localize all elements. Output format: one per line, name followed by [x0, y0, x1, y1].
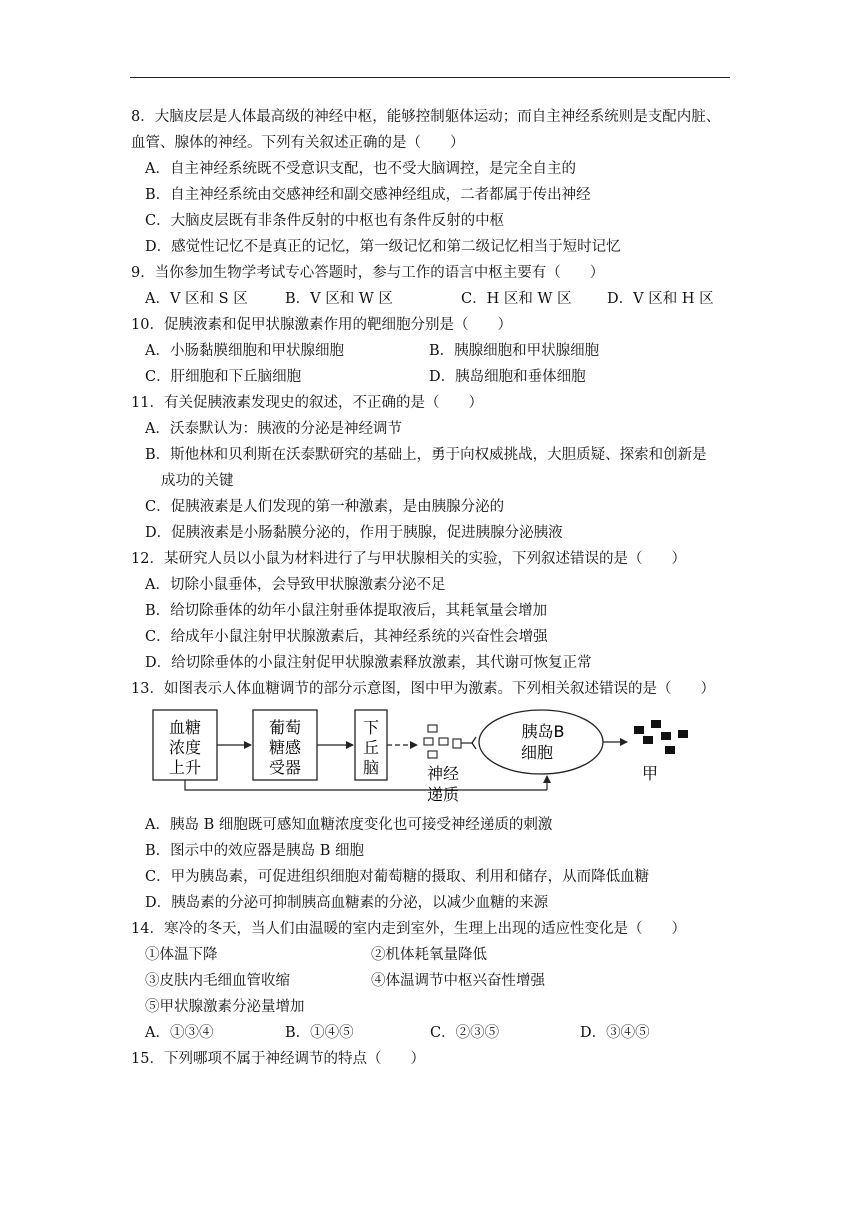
cell-label-1: 胰岛B [521, 722, 565, 741]
box1-line2: 浓度 [168, 738, 202, 757]
box1-line1: 血糖 [168, 718, 202, 737]
q11-option-b-line2: 成功的关键 [161, 473, 234, 489]
q13-option-c: C．甲为胰岛素，可促进组织细胞对葡萄糖的摄取、利用和储存，从而降低血糖 [145, 869, 650, 885]
q14-options [131, 1020, 731, 1046]
box2-line1: 葡萄 [268, 718, 302, 737]
q14-item-3: ③皮肤内毛细血管收缩 [145, 973, 290, 989]
q8-option-d: D．感觉性记忆不是真正的记忆，第一级记忆和第二级记忆相当于短时记忆 [145, 239, 621, 255]
q9-options [131, 286, 731, 312]
q13-option-d: D．胰岛素的分泌可抑制胰高血糖素的分泌，以减少血糖的来源 [145, 895, 549, 911]
vesicle-3 [439, 738, 448, 745]
hormone-particle-2 [651, 720, 661, 728]
q14-option-a: A．①③④ [145, 1025, 214, 1041]
box1-line3: 上升 [168, 758, 202, 777]
feedback-line [185, 780, 547, 790]
header-rule [130, 77, 730, 78]
transmitter-label-1: 神经 [426, 764, 460, 783]
q10-stem: 10．促胰液素和促甲状腺激素作用的靶细胞分别是（ ） [131, 317, 512, 333]
q8-option-b: B．自主神经系统由交感神经和副交感神经组成，二者都属于传出神经 [145, 187, 591, 203]
q14-item-2: ②机体耗氧量降低 [371, 947, 487, 963]
exam-content [131, 104, 731, 1072]
q15-stem: 15．下列哪项不属于神经调节的特点（ ） [131, 1051, 425, 1067]
q14-stem: 14．寒冷的冬天，当人们由温暖的室内走到室外，生理上出现的适应性变化是（ ） [131, 921, 686, 937]
box2-line2: 糖感 [268, 738, 302, 757]
q10-options-row2 [131, 364, 731, 390]
vesicle-1 [428, 725, 437, 732]
box2-line3: 受器 [268, 758, 302, 777]
q11-option-d: D．促胰液素是小肠黏膜分泌的，作用于胰腺，促进胰腺分泌胰液 [145, 525, 563, 541]
q12-option-c: C．给成年小鼠注射甲状腺激素后，其神经系统的兴奋性会增强 [145, 629, 548, 645]
hormone-label: 甲 [641, 764, 659, 783]
hormone-particle-3 [643, 736, 653, 744]
q11-option-a: A．沃泰默认为：胰液的分泌是神经调节 [145, 421, 402, 437]
hormone-particle-6 [665, 746, 675, 754]
q12-stem: 12．某研究人员以小鼠为材料进行了与甲状腺相关的实验，下列叙述错误的是（ ） [131, 551, 686, 567]
q10-option-c: C．肝细胞和下丘脑细胞 [145, 369, 302, 385]
hormone-particle-4 [661, 732, 671, 740]
q14-items-row1 [131, 942, 731, 968]
q9-stem: 9．当你参加生物学考试专心答题时，参与工作的语言中枢主要有（ ） [131, 265, 605, 281]
box3-line3: 脑 [362, 758, 380, 777]
q10-option-b: B．胰腺细胞和甲状腺细胞 [429, 343, 600, 359]
q8-stem-line1: 8．大脑皮层是人体最高级的神经中枢，能够控制躯体运动；而自主神经系统则是支配内脏、 [131, 109, 721, 125]
q9-option-b: B．V 区和 W 区 [285, 291, 393, 307]
q14-item-1: ①体温下降 [145, 947, 218, 963]
q12-option-d: D．给切除垂体的小鼠注射促甲状腺激素释放激素，其代谢可恢复正常 [145, 655, 592, 671]
q11-option-b-line1: B．斯他林和贝利斯在沃泰默研究的基础上，勇于向权威挑战，大胆质疑、探索和创新是 [145, 447, 707, 463]
blood-sugar-diagram [131, 706, 731, 806]
q8-option-a: A．自主神经系统既不受意识支配，也不受大脑调控，是完全自主的 [145, 161, 576, 177]
q12-option-a: A．切除小鼠垂体，会导致甲状腺激素分泌不足 [145, 577, 446, 593]
vesicle-5 [453, 739, 461, 748]
q13-option-b: B．图示中的效应器是胰岛 B 细胞 [145, 843, 365, 859]
hormone-particle-5 [678, 730, 688, 738]
blood-sugar-diagram-svg [131, 706, 701, 806]
q8-option-c: C．大脑皮层既有非条件反射的中枢也有条件反射的中枢 [145, 213, 505, 229]
cell-label-2: 细胞 [520, 743, 554, 762]
box3-line1: 下 [362, 718, 380, 737]
q13-stem: 13．如图表示人体血糖调节的部分示意图，图中甲为激素。下列相关叙述错误的是（ ） [131, 681, 715, 697]
q14-item-5: ⑤甲状腺激素分泌量增加 [145, 999, 305, 1015]
hormone-particle-1 [634, 726, 644, 734]
q10-option-a: A．小肠黏膜细胞和甲状腺细胞 [145, 343, 344, 359]
q8-stem-line2: 血管、腺体的神经。下列有关叙述正确的是（ ） [131, 135, 465, 151]
q11-stem: 11．有关促胰液素发现史的叙述，不正确的是（ ） [131, 395, 483, 411]
q10-options-row1 [131, 338, 731, 364]
q14-option-c: C．②③⑤ [430, 1025, 500, 1041]
q13-option-a: A．胰岛 B 细胞既可感知血糖浓度变化也可接受神经递质的刺激 [145, 817, 553, 833]
q12-option-b: B．给切除垂体的幼年小鼠注射垂体提取液后，其耗氧量会增加 [145, 603, 548, 619]
vesicle-2 [424, 738, 433, 745]
transmitter-label-2: 递质 [426, 785, 460, 804]
box3-line2: 丘 [362, 738, 380, 757]
q14-items-row2 [131, 968, 731, 994]
islet-b-cell [479, 710, 603, 774]
q10-option-d: D．胰岛细胞和垂体细胞 [429, 369, 586, 385]
q11-option-c: C．促胰液素是人们发现的第一种激素，是由胰腺分泌的 [145, 499, 505, 515]
q14-item-4: ④体温调节中枢兴奋性增强 [371, 973, 545, 989]
q9-option-d: D．V 区和 H 区 [607, 291, 714, 307]
q9-option-a: A．V 区和 S 区 [145, 291, 248, 307]
q9-option-c: C．H 区和 W 区 [461, 291, 572, 307]
vesicle-4 [428, 751, 437, 758]
q14-option-b: B．①④⑤ [285, 1025, 354, 1041]
receptor-site [472, 737, 476, 749]
q14-option-d: D．③④⑤ [580, 1025, 650, 1041]
